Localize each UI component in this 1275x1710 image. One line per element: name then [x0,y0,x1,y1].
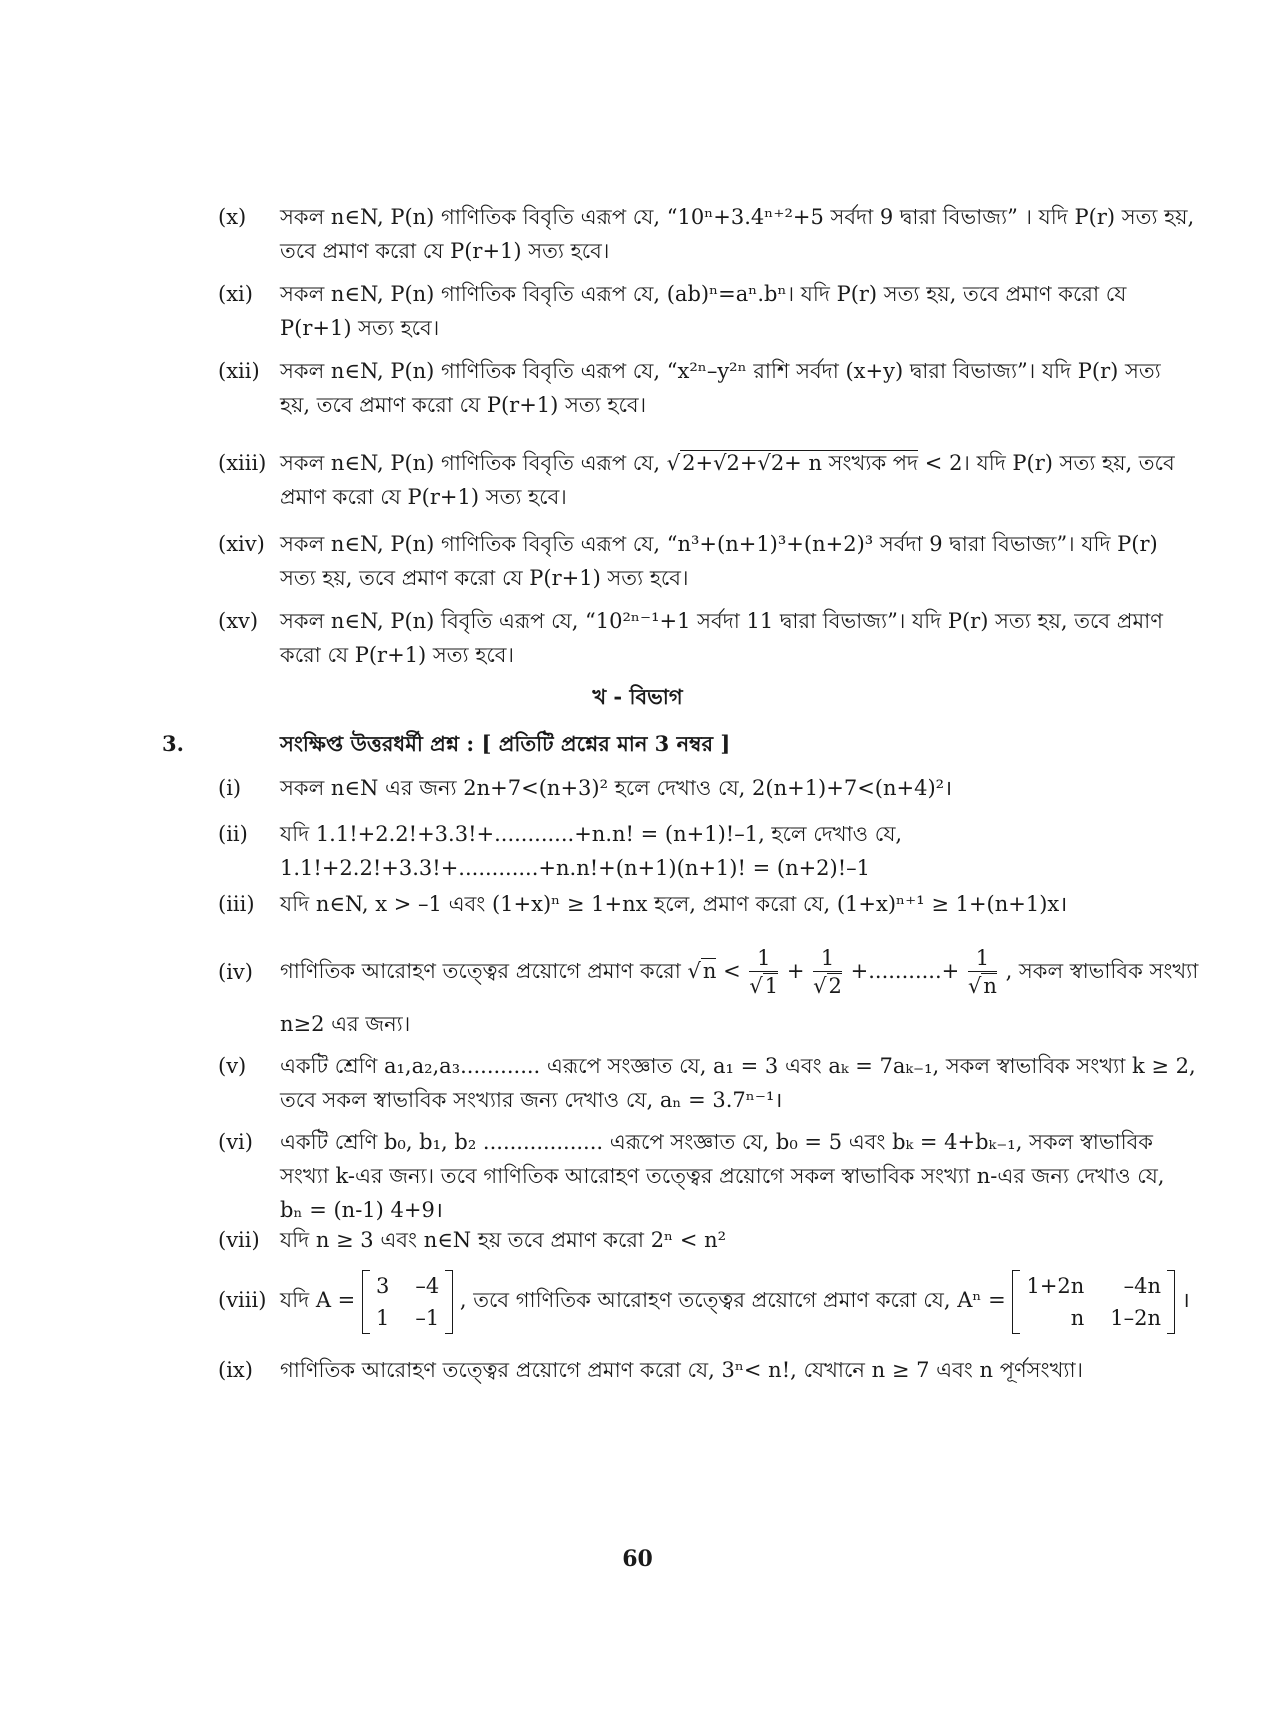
item-text-line: হয়, তবে প্রমাণ করো যে P(r+1) সত্য হবে। [280,393,647,417]
item-text-line: গাণিতিক আরোহণ তত্ত্বের প্রয়োগে প্রমাণ করো যে, 3ⁿ< n!, যেখানে n ≥ 7 এবং n পূর্ণসংখ্যা। [280,1358,1084,1382]
sqrt-n: √n [687,959,717,983]
item-text: সকল n∈N, P(n) গাণিতিক বিবৃতি এরূপ যে, [280,451,661,475]
item-text-line: প্রমাণ করো যে P(r+1) সত্য হবে। [280,485,567,509]
item-text-line: সকল n∈N, P(n) গাণিতিক বিবৃতি এরূপ যে, (ab)ⁿ=aⁿ.bⁿ। যদি P(r) সত্য হয়, তবে প্রমাণ করো যে [280,282,1127,306]
item-text-line: সকল n∈N, P(n) বিবৃতি এরূপ যে, “10²ⁿ⁻¹+1 সর্বদা 11 দ্বারা বিভাজ্য”। যদি P(r) সত্য হয়, তবে প্রমাণ [280,609,1163,633]
fraction-n: $\frac{1}{√n}$ [967,946,997,998]
item-text-line: bₙ = (n-1) 4+9। [280,1198,443,1222]
item-text-line: সকল n∈N, P(n) গাণিতিক বিবৃতি এরূপ যে, “x²ⁿ–y²ⁿ রাশি সর্বদা (x+y) দ্বারা বিভাজ্য”। যদি P(r) সত্য [280,359,1161,383]
less-than: < [723,959,741,983]
item-number: (viii) [218,1288,267,1312]
item-number: (xv) [218,609,259,633]
item-text-line: 1.1!+2.2!+3.3!+............+n.n!+(n+1)(n+1)! = (n+2)!–1 [280,856,871,880]
item-text-line: সকল n∈N, P(n) গাণিতিক বিবৃতি এরূপ যে, “10ⁿ+3.4ⁿ⁺²+5 সর্বদা 9 দ্বারা বিভাজ্য” । যদি P(r) সত্য হয়, [280,205,1195,229]
item-number: (iii) [218,892,255,916]
item-number: (v) [218,1054,247,1078]
item-number: (xiv) [218,532,265,556]
item-number: (xi) [218,282,253,306]
item-text-line: সত্য হয়, তবে প্রমাণ করো যে P(r+1) সত্য হবে। [280,566,689,590]
question-number: 3. [162,731,184,756]
item-number: (x) [218,205,247,229]
item-text: , সকল স্বাভাবিক সংখ্যা [1005,959,1199,983]
item-text-line: করো যে P(r+1) সত্য হবে। [280,643,514,667]
item-text: < 2। যদি P(r) সত্য হয়, তবে [924,451,1175,475]
item-text-line: P(r+1) সত্য হবে। [280,316,440,340]
fraction-1: $\frac{1}{√1}$ [749,946,779,998]
item-text-line: সংখ্যা k-এর জন্য। তবে গাণিতিক আরোহণ তত্ত্বের প্রয়োগে সকল স্বাভাবিক সংখ্যা n-এর জন্য দেখাও যে, [280,1164,1165,1188]
item-text-line: যদি 1.1!+2.2!+3.3!+............+n.n! = (n+1)!–1, হলে দেখাও যে, [280,822,903,846]
item-number: (vi) [218,1130,253,1154]
item-text-line: একটি শ্রেণি b₀, b₁, b₂ .................. এরূপে সংজ্ঞাত যে, b₀ = 5 এবং bₖ = 4+bₖ₋₁, সকল স্বাভাবিক [280,1130,1153,1154]
item-number: (vii) [218,1228,260,1252]
item-text-line: যদি n∈N, x > –1 এবং (1+x)ⁿ ≥ 1+nx হলে, প্রমাণ করো যে, (1+x)ⁿ⁺¹ ≥ 1+(n+1)x। [280,892,1068,916]
question-title: সংক্ষিপ্ত উত্তরধর্মী প্রশ্ন : [ প্রতিটি প্রশ্নের মান 3 নম্বর ] [280,731,731,756]
item-text: , তবে গাণিতিক আরোহণ তত্ত্বের প্রয়োগে প্রমাণ করো যে, Aⁿ = [459,1288,1006,1312]
item-number: (ii) [218,822,248,846]
document-page: (x) সকল n∈N, P(n) গাণিতিক বিবৃতি এরূপ যে, “10ⁿ+3.4ⁿ⁺²+5 সর্বদা 9 দ্বারা বিভাজ্য” । যদি P(r) সত্য হয়, তবে প্রমাণ করো যে P(r+1) সত্য হবে। (xi) সকল n∈N, P(n) গাণিতিক বিবৃতি এরূপ যে, (ab)ⁿ=aⁿ.bⁿ। যদি P(r) সত্য হয়, তবে প্রমাণ করো যে P(r+1) সত্য হবে। (xii) সকল n∈N, P(n) গাণিতিক বিবৃতি এরূপ যে, “x²ⁿ–y²ⁿ রাশি সর্বদা (x+y) দ্বারা বিভাজ্য”। যদি P(r) সত্য হয়, তবে প্রমাণ করো যে P(r+1) সত্য হবে। (xiii) সকল n∈N, P(n) গাণিতিক বিবৃতি এরূপ যে, √2+√2+√2+ n সংখ্যক পদ < 2। যদি P(r) সত্য হয়, তবে প্রমাণ করো যে P(r+1) সত্য হবে। (xiv) সকল n∈N, P(n) গাণিতিক বিবৃতি এরূপ যে, “n³+(n+1)³+(n+2)³ সর্বদা 9 দ্বারা বিভাজ্য”। যদি P(r) সত্য হয়, তবে প্রমাণ করো যে P(r+1) সত্য হবে। (xv) সকল n∈N, P(n) বিবৃতি এরূপ যে, “10²ⁿ⁻¹+1 সর্বদা 11 দ্বারা বিভাজ্য”। যদি P(r) সত্য হয়, তবে প্রমাণ করো যে P(r+1) সত্য হবে। খ - বিভাগ 3. সংক্ষিপ্ত উত্তরধর্মী প্রশ্ন : [ প্রতিটি প্রশ্নের মান 3 নম্বর ] (i) সকল n∈N এর জন্য 2n+7<(n+3)² হলে দেখাও যে, 2(n+1)+7<(n+4)²। (ii) যদি 1.1!+2.2!+3.3!+............+n.n! = (n+1)!–1, হলে দেখাও যে, 1.1!+2.2!+3.3!+............+n.n!+(n+1)(n+1)! = (n+2)!–1 (iii) যদি n∈N, x > –1 এবং (1+x)ⁿ ≥ 1+nx হলে, প্রমাণ করো যে, (1+x)ⁿ⁺¹ ≥ 1+(n+1)x। (iv) গাণিতিক আরোহণ তত্ত্বের প্রয়োগে প্রমাণ করো √n < $\frac{1}{√1}$ + $\frac{1}{√2}$ +...........+ $\frac{1}{√n}$ , সকল স্বাভাবিক সংখ্যা n≥2 এর জন্য। (v) একটি শ্রেণি a₁,a₂,a₃............ এরূপে সংজ্ঞাত যে, a₁ = 3 এবং aₖ = 7aₖ₋₁, সকল স্বাভাবিক সংখ্যা k ≥ 2, তবে সকল স্বাভাবিক সংখ্যার জন্য দেখাও যে, aₙ = 3.7ⁿ⁻¹। (vi) একটি শ্রেণি b₀, b₁, b₂ .................. এরূপে সংজ্ঞাত যে, b₀ = 5 এবং bₖ = 4+bₖ₋₁, সকল স্বাভাবিক সংখ্যা k-এর জন্য। তবে গাণিতিক আরোহণ তত্ত্বের প্রয়োগে সকল স্বাভাবিক সংখ্যা n-এর জন্য দেখাও যে, bₙ = (n-1) 4+9। (vii) যদি n ≥ 3 এবং n∈N হয় তবে প্রমাণ করো 2ⁿ < n² (viii) যদি A = 3 –4 1 –1 , তবে গাণিতিক আরোহণ তত্ত্বের প্রয়োগে প্রমাণ করো যে, Aⁿ = 1+2n –4n n 1–2n । (ix) গাণিতিক আরোহণ তত্ত্বের প্রয়োগে প্রমাণ করো যে, 3ⁿ< n!, যেখানে n ≥ 7 এবং n পূর্ণসংখ্যা। 60 [0,0,1275,1710]
item-text-line: যদি n ≥ 3 এবং n∈N হয় তবে প্রমাণ করো 2ⁿ < n² [280,1228,727,1252]
matrix-a-power-n: 1+2n –4n n 1–2n [1012,1270,1175,1334]
item-number: (xiii) [218,451,267,475]
item-text-line: সকল n∈N, P(n) গাণিতিক বিবৃতি এরূপ যে, “n³+(n+1)³+(n+2)³ সর্বদা 9 দ্বারা বিভাজ্য”। যদি P(r) [280,532,1158,556]
item-number: (iv) [218,960,253,984]
item-text: গাণিতিক আরোহণ তত্ত্বের প্রয়োগে প্রমাণ করো [280,959,681,983]
item-text-line: একটি শ্রেণি a₁,a₂,a₃............ এরূপে সংজ্ঞাত যে, a₁ = 3 এবং aₖ = 7aₖ₋₁, সকল স্বাভাবিক সংখ্যা k ≥ 2, [280,1054,1196,1078]
nested-radical: √2+√2+√2+ n সংখ্যক পদ [666,451,919,475]
page-number: 60 [622,1546,653,1572]
matrix-a: 3 –4 1 –1 [362,1270,453,1334]
item-text-line: তবে সকল স্বাভাবিক সংখ্যার জন্য দেখাও যে, aₙ = 3.7ⁿ⁻¹। [280,1088,783,1112]
item-text-line: সকল n∈N এর জন্য 2n+7<(n+3)² হলে দেখাও যে, 2(n+1)+7<(n+4)²। [280,776,953,800]
fraction-2: $\frac{1}{√2}$ [813,946,842,998]
item-number: (i) [218,776,242,800]
item-text-line: n≥2 এর জন্য। [280,1012,411,1036]
section-heading: খ - বিভাগ [592,684,683,709]
item-number: (ix) [218,1358,253,1382]
item-text: যদি A = [280,1288,356,1312]
item-number: (xii) [218,359,260,383]
item-text-line: তবে প্রমাণ করো যে P(r+1) সত্য হবে। [280,239,610,263]
